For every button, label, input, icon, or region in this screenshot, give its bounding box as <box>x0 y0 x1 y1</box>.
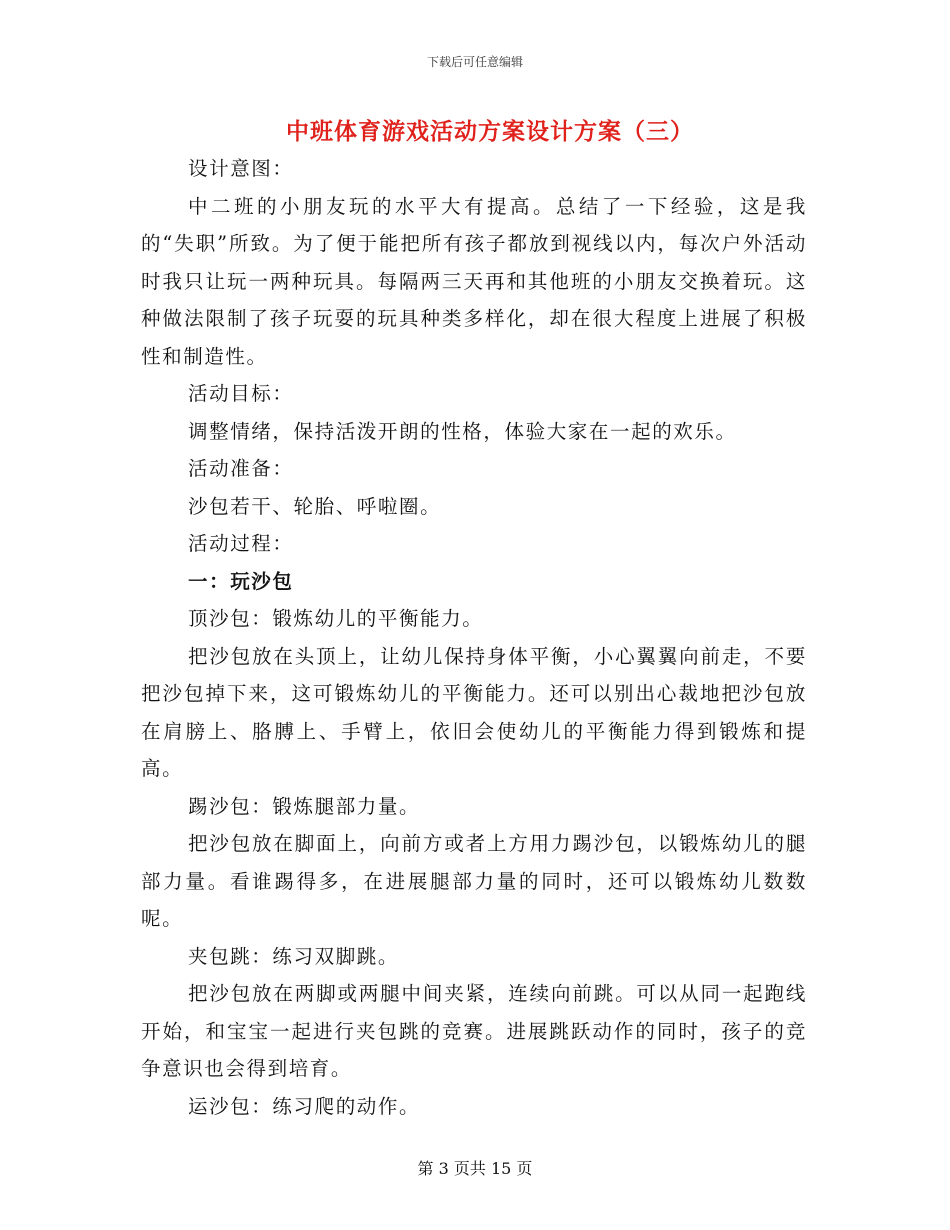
paragraph-activity-preparation: 沙包若干、轮胎、呼啦圈。 <box>188 494 442 518</box>
section-heading-design-intent: 设计意图： <box>188 157 294 180</box>
item-head-sandbag: 顶沙包：锻炼幼儿的平衡能力。 <box>188 607 484 630</box>
section-heading-activity-preparation: 活动准备： <box>188 457 294 480</box>
header-note: 下载后可任意编辑 <box>426 55 523 69</box>
item-kick-sandbag: 踢沙包：锻炼腿部力量。 <box>188 794 421 818</box>
subheading-play-sandbag: 一：玩沙包 <box>188 569 294 593</box>
item-carry-sandbag: 运沙包：练习爬的动作。 <box>188 1094 421 1118</box>
section-heading-activity-goal: 活动目标： <box>188 382 294 405</box>
paragraph-design-intent: 中二班的小朋友玩的水平大有提高。总结了一下经验，这是我的“失职”所致。为了便于能把所有孩子都放到视线以内，每次户外活动时我只让玩一两种玩具。每隔两三天再和其他班的小朋友交换着玩。这种做法限制了孩子玩耍的玩具种类多样化，却在很大程度上进展了积极性和制造性。 <box>141 194 807 368</box>
section-heading-activity-process: 活动过程： <box>188 532 294 555</box>
paragraph-clip-jump: 把沙包放在两脚或两腿中间夹紧，连续向前跳。可以从同一起跑线开始，和宝宝一起进行夹包跳的竞赛。进展跳跃动作的同时，孩子的竞争意识也会得到培育。 <box>141 982 807 1080</box>
page-number: 第 3 页共 15 页 <box>417 1159 533 1178</box>
paragraph-kick-sandbag: 把沙包放在脚面上，向前方或者上方用力踢沙包，以锻炼幼儿的腿部力量。看谁踢得多，在进展腿部力量的同时，还可以锻炼幼儿数数呢。 <box>141 832 807 930</box>
paragraph-activity-goal: 调整情绪，保持活泼开朗的性格，体验大家在一起的欢乐。 <box>188 419 737 443</box>
item-clip-jump: 夹包跳：练习双脚跳。 <box>188 944 400 968</box>
document-title: 中班体育游戏活动方案设计方案（三） <box>286 118 694 145</box>
paragraph-head-sandbag: 把沙包放在头顶上，让幼儿保持身体平衡，小心翼翼向前走，不要把沙包掉下来，这可锻炼幼儿的平衡能力。还可以别出心裁地把沙包放在肩膀上、胳膊上、手臂上，依旧会使幼儿的平衡能力得到锻炼和提高。 <box>141 644 807 780</box>
document-body <box>141 150 807 1125</box>
